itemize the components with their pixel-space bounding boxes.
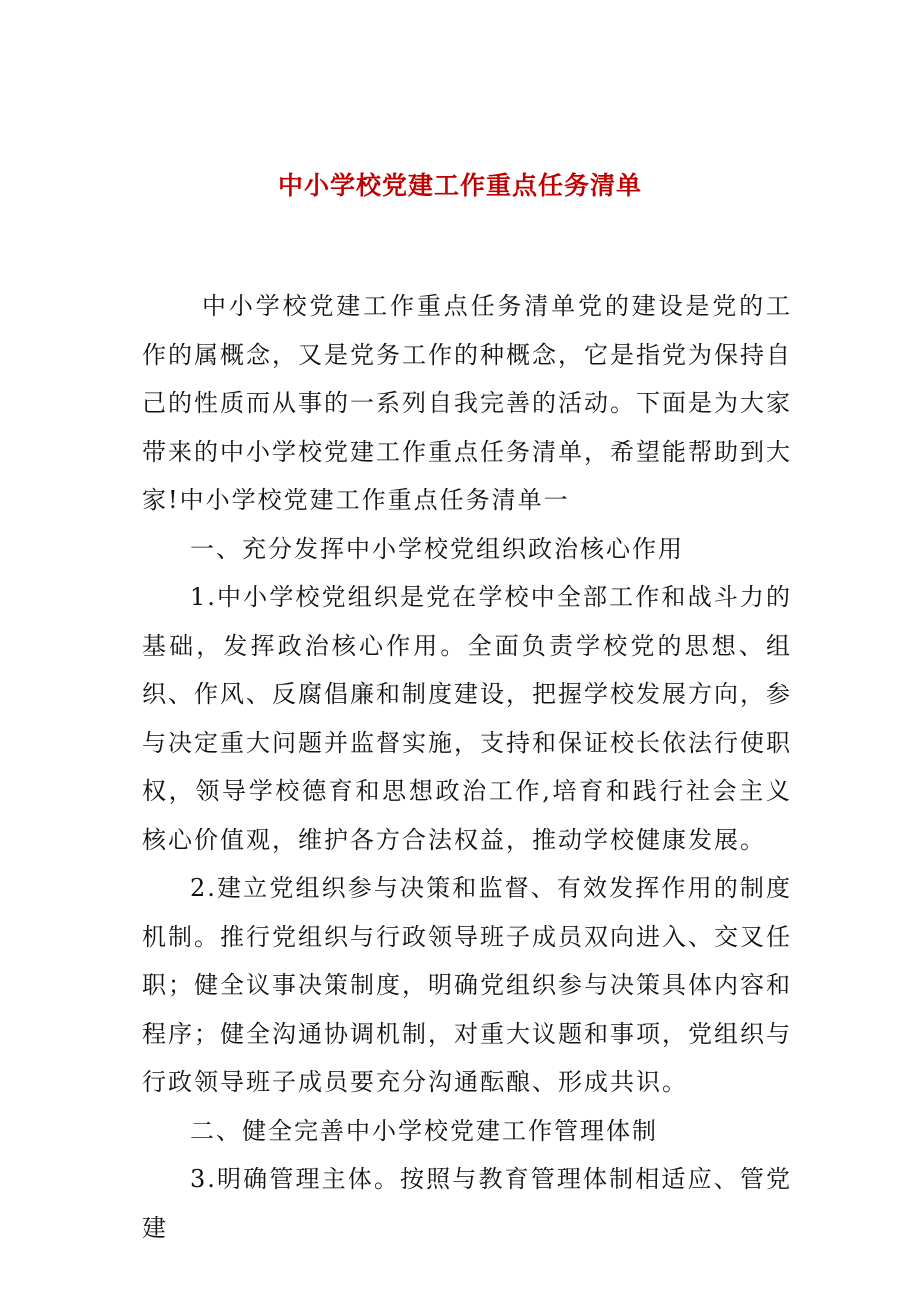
document-title: 中小学校党建工作重点任务清单 — [277, 171, 642, 200]
item-paragraph-2: 2.建立党组织参与决策和监督、有效发挥作用的制度机制。推行党组织与行政领导班子成员双向进入、交叉任职；健全议事决策制度，明确党组织参与决策具体内容和程序；健全沟通协调机制，对重大议题和事项，党组织与行政领导班子成员要充分沟通酝酿、形成共识。 — [142, 874, 792, 1096]
item-paragraph-3: 3.明确管理主体。按照与教育管理体制相适应、管党建 — [142, 1165, 792, 1242]
section-heading-2: 二、健全完善中小学校党建工作管理体制 — [190, 1116, 658, 1145]
intro-paragraph: 中小学校党建工作重点任务清单党的建设是党的工作的属概念，又是党务工作的种概念，它是指党为保持自己的性质而从事的一系列自我完善的活动。下面是为大家带来的中小学校党建工作重点任务清单，希望能帮助到大家!中小学校党建工作重点任务清单一 — [142, 292, 792, 514]
document-body — [142, 282, 792, 1252]
item-paragraph-1: 1.中小学校党组织是党在学校中全部工作和战斗力的基础，发挥政治核心作用。全面负责学校党的思想、组织、作风、反腐倡廉和制度建设，把握学校发展方向，参与决定重大问题并监督实施，支持和保证校长依法行使职权，领导学校德育和思想政治工作,培育和践行社会主义核心价值观，维护各方合法权益，推动学校健康发展。 — [142, 583, 792, 854]
section-heading-1: 一、充分发挥中小学校党组织政治核心作用 — [190, 534, 684, 563]
